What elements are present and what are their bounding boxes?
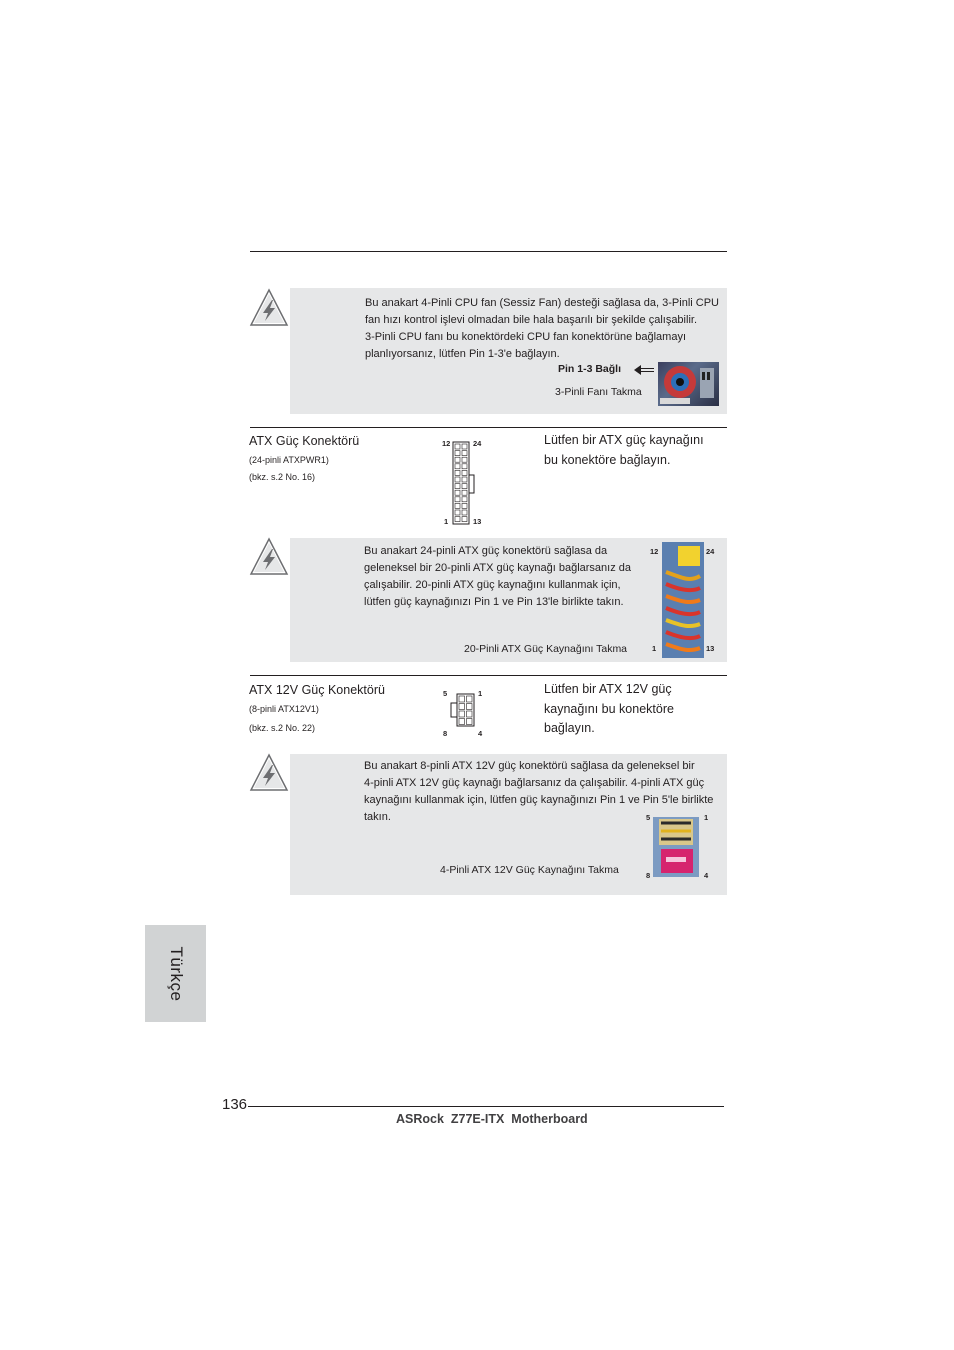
note-line: planlıyorsanız, lütfen Pin 1-3'e bağlayın. [365,348,560,360]
fan-caption: 3-Pinli Fanı Takma [555,386,642,398]
note-line: 4-pinli ATX 12V güç kaynağı bağlarsanız da çalışabilir. 4-pinli ATX güç [364,777,705,789]
instruction-line: bağlayın. [544,721,595,735]
pin-connected-label: Pin 1-3 Bağlı [558,363,622,375]
pin-label: 1 [478,689,483,698]
pin-label: 12 [442,439,451,448]
page-number: 136 [222,1096,248,1113]
pin-label: 13 [473,517,482,526]
atx20-photo [662,542,704,658]
warning-icon [249,288,289,328]
top-rule [250,251,727,252]
note-line: çalışabilir. 20-pinli ATX güç kaynağını kullanmak için, [364,579,621,591]
pin-label: 8 [443,729,448,738]
pin-label: 13 [706,644,715,653]
language-tab-label: Türkçe [166,946,186,1001]
section-rule [250,427,727,428]
atx12v-title: ATX 12V Güç Konektörü [249,683,385,697]
note-line: Bu anakart 24-pinli ATX güç konektörü sağlasa da [364,545,608,557]
atx-reference: (bkz. s.2 No. 16) [249,472,316,482]
note-line: 3-Pinli CPU fanı bu konektördeki CPU fan konektörüne bağlamayı [365,331,687,343]
atx-subtitle: (24-pinli ATXPWR1) [249,455,329,465]
pin-label: 5 [443,689,448,698]
fan-photo [658,362,719,406]
instruction-line: Lütfen bir ATX güç kaynağını [544,433,704,447]
note-line: lütfen güç kaynağınızı Pin 1 ve Pin 13'le birlikte takın. [364,596,624,608]
atx12v-note-text [364,758,726,826]
atx12v-caption: 4-Pinli ATX 12V Güç Kaynağını Takma [440,864,619,876]
atx20-caption: 20-Pinli ATX Güç Kaynağını Takma [464,643,628,655]
atx12v-subtitle: (8-pinli ATX12V1) [249,704,319,714]
atx12v-8pin-diagram [450,693,476,727]
pin-label: 24 [706,547,715,556]
warning-icon [249,537,289,577]
note-line: Bu anakart 8-pinli ATX 12V güç konektörü sağlasa da geleneksel bir [364,760,695,772]
note-line: fan hızı kontrol işlevi olmadan bile hala başarılı bir şekilde çalışabilir. [365,314,697,326]
note-line: geleneksel bir 20-pinli ATX güç kaynağı bağlarsanız da [364,562,632,574]
note-line: Bu anakart 4-Pinli CPU fan (Sessiz Fan) desteği sağlasa da, 3-Pinli CPU [365,297,719,309]
pin-label: 1 [704,813,709,822]
atx20-note-text [364,543,654,611]
arrow-left-icon [634,365,654,375]
pin-label: 12 [650,547,659,556]
footer-title: ASRock Z77E-ITX Motherboard [396,1112,588,1126]
pin-label: 24 [473,439,482,448]
pin-label: 1 [444,517,449,526]
pin-label: 8 [646,871,651,880]
language-tab [145,925,206,1022]
instruction-line: kaynağını bu konektöre [544,701,674,716]
pin-label: 1 [652,644,657,653]
pin-label: 5 [646,813,651,822]
pin-label: 4 [704,871,709,880]
note-line: takın. [364,811,391,823]
atx-title: ATX Güç Konektörü [249,434,360,448]
atx12v-photo [653,817,699,877]
fan-note-text [365,295,730,363]
warning-icon [249,753,289,793]
section-rule [250,675,727,676]
note-line: kaynağını kullanmak için, lütfen güç kaynağınızı Pin 1 ve Pin 5'le birlikte [364,794,714,806]
atx-24pin-diagram [452,441,476,525]
atx12v-instruction [544,680,729,739]
footer-rule [248,1106,724,1107]
pin-label: 4 [478,729,483,738]
atx12v-reference: (bkz. s.2 No. 22) [249,723,316,733]
instruction-line: bu konektöre bağlayın. [544,452,671,467]
atx-instruction [544,431,729,470]
instruction-line: Lütfen bir ATX 12V güç [544,682,672,696]
